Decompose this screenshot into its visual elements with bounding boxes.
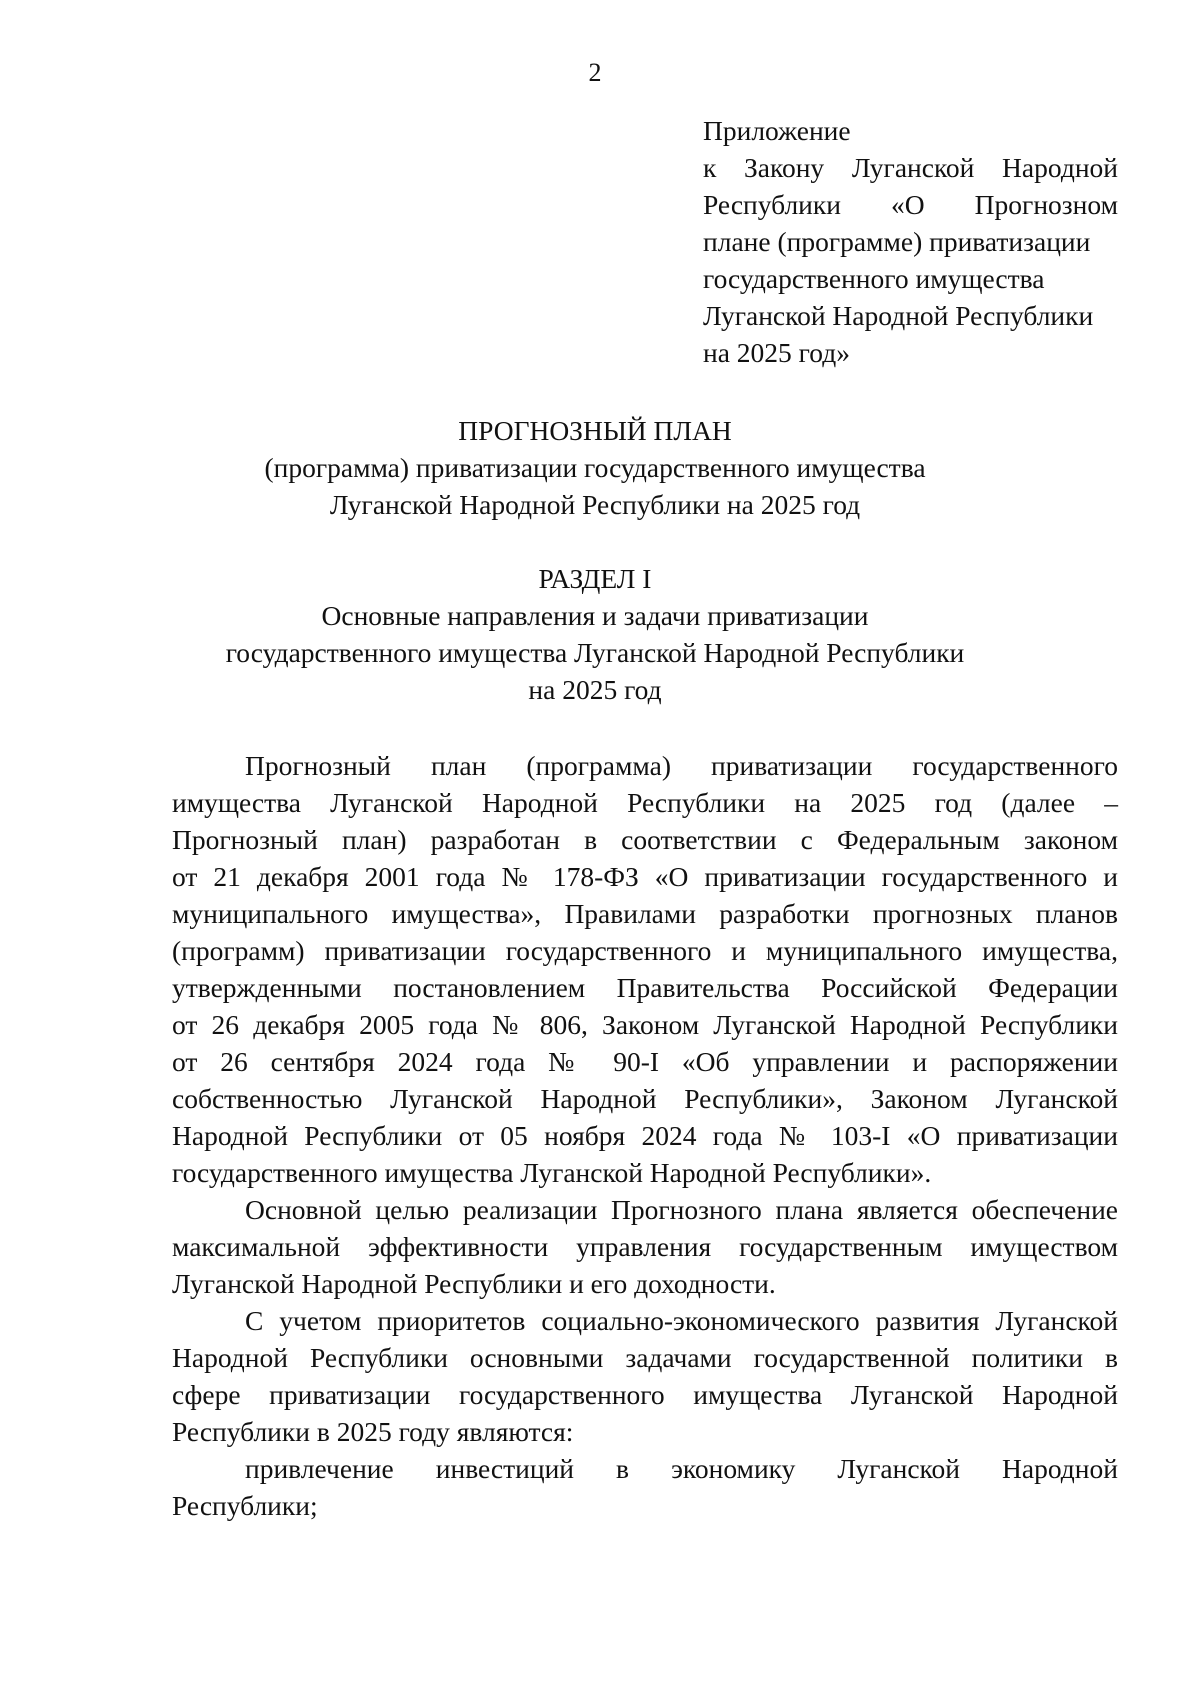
body-line: (программ) приватизации государственного и муниципального имущества, xyxy=(172,935,1118,966)
appendix-line: Луганской Народной Республики xyxy=(703,300,1094,331)
body-line: Республики; xyxy=(172,1490,318,1521)
body-line: собственностью Луганской Народной Республики», Законом Луганской xyxy=(172,1083,1118,1114)
appendix-line: к Закону Луганской Народной xyxy=(703,152,1118,183)
page-number: 2 xyxy=(588,58,602,87)
body-line: привлечение инвестиций в экономику Луганской Народной xyxy=(245,1453,1118,1484)
document-title xyxy=(0,412,1190,523)
body-line: муниципального имущества», Правилами разработки прогнозных планов xyxy=(172,898,1118,929)
body-line: государственного имущества Луганской Народной Республики». xyxy=(172,1157,932,1188)
appendix-line: Республики «О Прогнозном xyxy=(703,189,1118,220)
body-line: от 21 декабря 2001 года № 178-ФЗ «О приватизации государственного и xyxy=(172,861,1118,892)
section-heading xyxy=(0,560,1190,708)
appendix-block xyxy=(703,112,1118,371)
appendix-line: плане (программе) приватизации xyxy=(703,226,1091,257)
section-heading-line: РАЗДЕЛ I xyxy=(538,563,652,594)
section-heading-line: Основные направления и задачи приватизации xyxy=(321,600,869,631)
title-line: Луганской Народной Республики на 2025 год xyxy=(329,489,861,520)
body-line: Основной целью реализации Прогнозного плана является обеспечение xyxy=(245,1194,1118,1225)
body-line: сфере приватизации государственного имущества Луганской Народной xyxy=(172,1379,1118,1410)
body-line: Республики в 2025 году являются: xyxy=(172,1416,574,1447)
body-line: Луганской Народной Республики и его доходности. xyxy=(172,1268,776,1299)
body-line: утвержденными постановлением Правительства Российской Федерации xyxy=(172,972,1118,1003)
appendix-line: государственного имущества xyxy=(703,263,1045,294)
body-line: от 26 сентября 2024 года № 90-I «Об управлении и распоряжении xyxy=(172,1046,1118,1077)
body-line: от 26 декабря 2005 года № 806, Законом Луганской Народной Республики xyxy=(172,1009,1118,1040)
body-line: максимальной эффективности управления государственным имуществом xyxy=(172,1231,1118,1262)
body-line: Прогнозный план) разработан в соответствии с Федеральным законом xyxy=(172,824,1118,855)
title-line: (программа) приватизации государственного имущества xyxy=(264,452,926,483)
section-heading-line: государственного имущества Луганской Народной Республики xyxy=(225,637,965,668)
body-text xyxy=(172,747,1118,1524)
body-line: С учетом приоритетов социально-экономического развития Луганской xyxy=(245,1305,1118,1336)
appendix-line: на 2025 год» xyxy=(703,337,850,368)
body-line: Прогнозный план (программа) приватизации государственного xyxy=(245,750,1118,781)
appendix-line: Приложение xyxy=(703,115,851,146)
body-line: Народной Республики основными задачами государственной политики в xyxy=(172,1342,1118,1373)
section-heading-line: на 2025 год xyxy=(528,674,662,705)
title-line: ПРОГНОЗНЫЙ ПЛАН xyxy=(458,415,732,446)
body-line: имущества Луганской Народной Республики на 2025 год (далее – xyxy=(172,787,1118,818)
body-line: Народной Республики от 05 ноября 2024 года № 103-I «О приватизации xyxy=(172,1120,1118,1151)
